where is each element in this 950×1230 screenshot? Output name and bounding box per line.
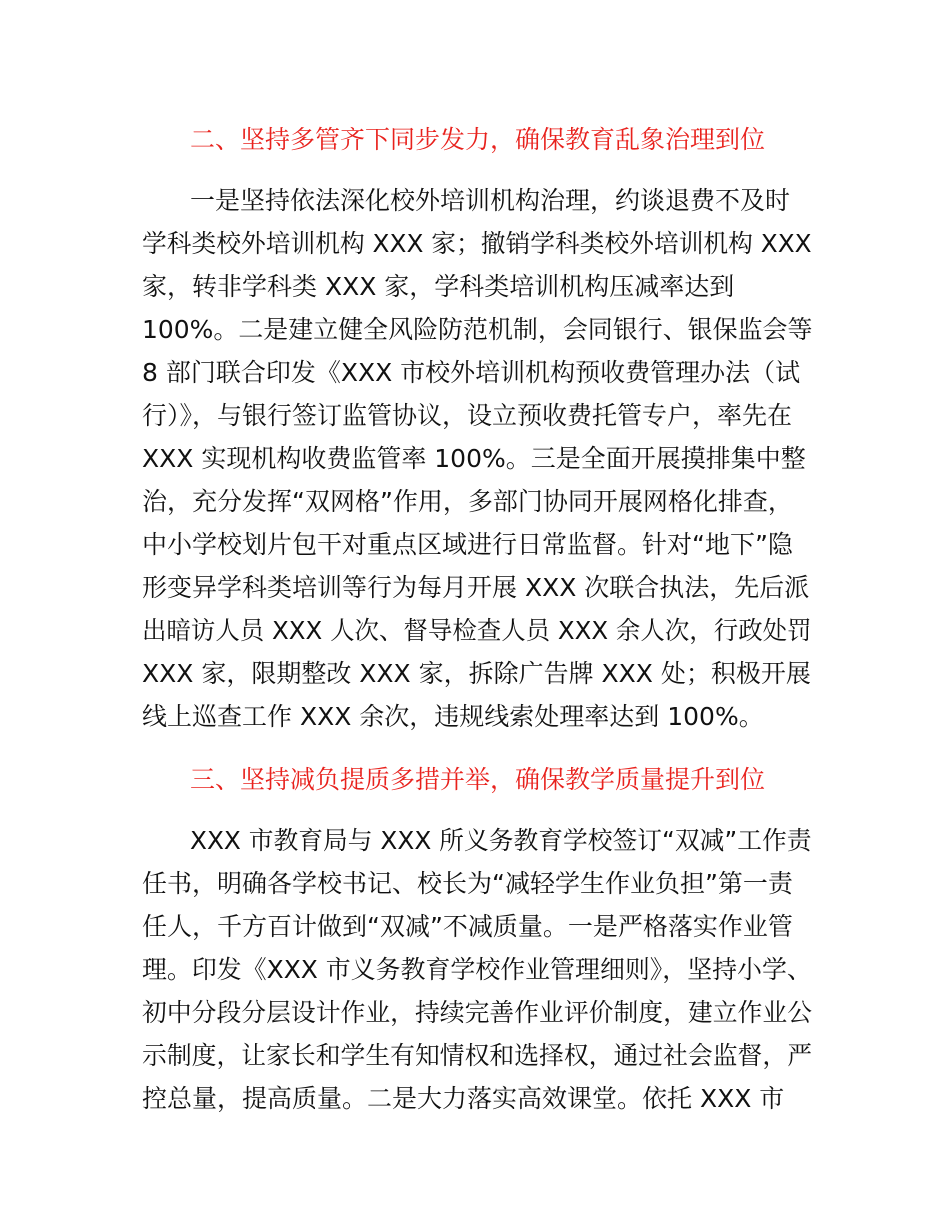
- section-2-line-7: XXX 实现机构收费监管率 100%。三是全面开展摸排集中整: [142, 444, 806, 473]
- section-2-line-8: 治，充分发挥“双网格”作用，多部门协同开展网格化排查，: [142, 487, 793, 516]
- section-2-line-1: 一是坚持依法深化校外培训机构治理，约谈退费不及时: [190, 186, 791, 215]
- section-2-heading: 二、坚持多管齐下同步发力，确保教育乱象治理到位: [190, 125, 766, 154]
- section-3-line-4: 理。印发《XXX 市义务教育学校作业管理细则》，坚持小学、: [142, 955, 812, 984]
- section-2-line-13: 线上巡查工作 XXX 余次，违规线索处理率达到 100%。: [142, 702, 764, 731]
- section-3-line-3: 任人，千方百计做到“双减”不减质量。一是严格落实作业管: [142, 912, 793, 941]
- section-2-line-6: 行）》，与银行签订监管协议，设立预收费托管专户，率先在: [142, 401, 793, 430]
- section-2-line-9: 中小学校划片包干对重点区域进行日常监督。针对“地下”隐: [142, 530, 793, 559]
- section-2-line-2: 学科类校外培训机构 XXX 家；撤销学科类校外培训机构 XXX: [142, 229, 812, 258]
- section-2-line-12: XXX 家，限期整改 XXX 家，拆除广告牌 XXX 处；积极开展: [142, 659, 811, 688]
- section-3-line-6: 示制度，让家长和学生有知情权和选择权，通过社会监督，严: [142, 1041, 813, 1070]
- section-3-heading: 三、坚持减负提质多措并举，确保教学质量提升到位: [190, 765, 766, 794]
- section-3-line-1: XXX 市教育局与 XXX 所义务教育学校签订“双减”工作责: [190, 826, 812, 855]
- section-3-line-7: 控总量，提高质量。二是大力落实高效课堂。依托 XXX 市: [142, 1084, 785, 1113]
- section-2-line-5: 8 部门联合印发《XXX 市校外培训机构预收费管理办法（试: [142, 358, 801, 387]
- section-2-line-10: 形变异学科类培训等行为每月开展 XXX 次联合执法，先后派: [142, 573, 810, 602]
- section-2-line-4: 100%。二是建立健全风险防范机制，会同银行、银保监会等: [142, 315, 813, 344]
- section-2-line-3: 家，转非学科类 XXX 家，学科类培训机构压减率达到: [142, 272, 735, 301]
- section-2-line-11: 出暗访人员 XXX 人次、督导检查人员 XXX 余人次，行政处罚: [142, 616, 812, 645]
- section-3-line-2: 任书，明确各学校书记、校长为“减轻学生作业负担”第一责: [142, 869, 793, 898]
- section-3-line-5: 初中分段分层设计作业，持续完善作业评价制度，建立作业公: [142, 998, 813, 1027]
